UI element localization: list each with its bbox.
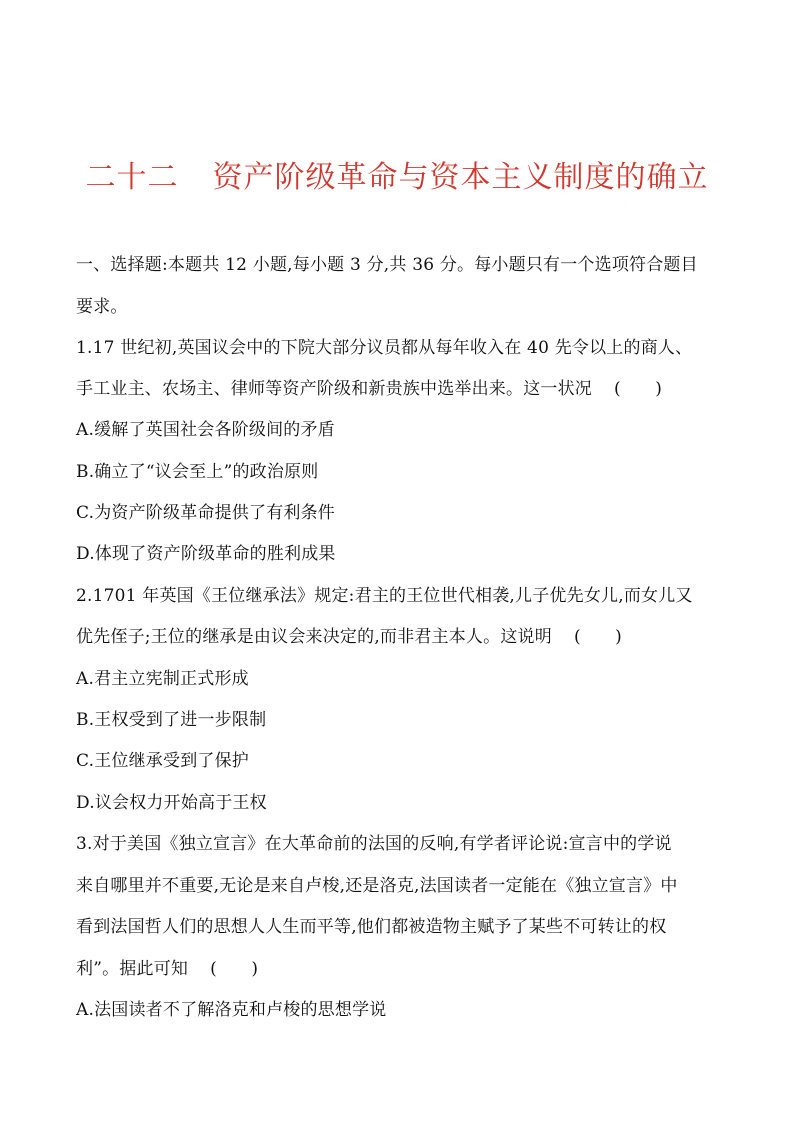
answer-blank: ( ) [614,379,663,399]
page-title [0,152,794,196]
question-3-stem-line-2: 来自哪里并不重要,无论是来自卢梭,还是洛克,法国读者一定能在《独立宣言》中 [76,876,678,896]
answer-blank: ( ) [210,959,259,979]
question-3-stem-line-4: 利”。据此可知 ( ) [76,959,259,979]
question-2-option-c: C.王位继承受到了保护 [76,751,250,771]
question-1-option-c: C.为资产阶级革命提供了有利条件 [76,503,336,523]
section-instruction-line-1: 一、选择题:本题共 12 小题,每小题 3 分,共 36 分。每小题只有一个选项符合题目 [76,255,698,275]
title-text: 资产阶级革命与资本主义制度的确立 [212,160,709,195]
question-1-stem-line-1: 1.17 世纪初,英国议会中的下院大部分议员都从每年收入在 40 先令以上的商人、 [76,338,693,358]
question-1-option-d: D.体现了资产阶级革命的胜利成果 [76,544,336,564]
question-2-stem-line-1: 2.1701 年英国《王位继承法》规定:君主的王位世代相袭,儿子优先女儿,而女儿又 [76,586,693,606]
section-instruction-line-2: 要求。 [76,297,128,317]
question-1-option-a: A.缓解了英国社会各阶级间的矛盾 [76,420,335,440]
question-2-option-b: B.王权受到了进一步限制 [76,710,267,730]
question-3-stem-line-1: 3.对于美国《独立宣言》在大革命前的法国的反响,有学者评论说:宣言中的学说 [76,834,672,854]
question-3-option-a: A.法国读者不了解洛克和卢梭的思想学说 [76,1000,387,1020]
question-1-option-b: B.确立了“议会至上”的政治原则 [76,462,319,482]
answer-blank: ( ) [573,627,623,647]
question-2-stem-line-2: 优先侄子;王位的继承是由议会来决定的,而非君主本人。这说明 ( ) [76,627,623,647]
question-1-stem-line-2: 手工业主、农场主、律师等资产阶级和新贵族中选举出来。这一状况 ( ) [76,379,663,399]
question-2-option-d: D.议会权力开始高于王权 [76,793,267,813]
question-3-stem-line-3: 看到法国哲人们的思想人人生而平等,他们都被造物主赋予了某些不可转让的权 [76,917,667,937]
title-number: 二十二 [85,160,179,195]
question-2-option-a: A.君主立宪制正式形成 [76,669,249,689]
